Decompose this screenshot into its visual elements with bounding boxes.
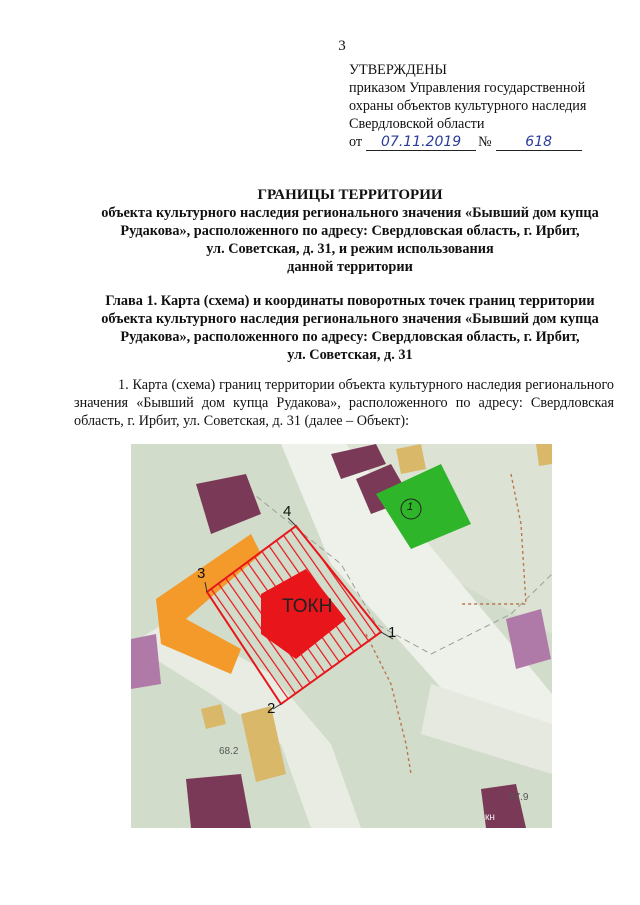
chapter-heading	[60, 292, 640, 364]
number-label: №	[478, 134, 492, 150]
kn-label: кн	[485, 812, 495, 823]
object-label: ТОКН	[282, 596, 333, 617]
elevation-label-2: 67.9	[509, 792, 529, 803]
elevation-label-1: 68.2	[219, 746, 239, 757]
chapter-line-4: ул. Советская, д. 31	[287, 347, 413, 363]
paragraph-1	[74, 376, 614, 430]
approval-line-3: Свердловской области	[349, 116, 485, 132]
approval-line-2: охраны объектов культурного наследия	[349, 98, 587, 114]
purple-building-2	[131, 634, 161, 689]
point-label-1: 1	[388, 624, 397, 641]
approval-date: 07.11.2019	[366, 134, 476, 151]
title-line-3: ул. Советская, д. 31, и режим использования	[206, 241, 494, 257]
map-drawing	[131, 444, 552, 828]
approval-signature-row	[349, 133, 629, 151]
from-label: от	[349, 134, 363, 150]
page-number: 3	[338, 38, 346, 54]
chapter-line-1: Глава 1. Карта (схема) и координаты поворотных точек границ территории	[105, 293, 595, 309]
point-label-3: 3	[197, 565, 206, 582]
circle-label: 1	[407, 501, 414, 513]
document-title	[60, 186, 640, 276]
chapter-line-2: объекта культурного наследия регионального значения «Бывший дом купца	[101, 311, 599, 327]
tan-building-1	[396, 444, 426, 474]
dark-building-4	[186, 774, 251, 828]
approval-number: 618	[496, 134, 582, 151]
approval-block	[349, 61, 629, 151]
title-line-4: данной территории	[287, 259, 413, 275]
title-main: ГРАНИЦЫ ТЕРРИТОРИИ	[257, 187, 443, 203]
chapter-line-3: Рудакова», расположенного по адресу: Свердловская область, г. Ирбит,	[120, 329, 580, 345]
paragraph-text: Карта (схема) границ территории объекта культурного наследия регионального значения «Бывший дом купца Рудакова», расположенного по адресу: Свердловская область, г. Ирбит, ул. Советская, д. 31 (далее – Объект):	[74, 377, 614, 429]
approval-title: УТВЕРЖДЕНЫ	[349, 62, 447, 78]
approval-line-1: приказом Управления государственной	[349, 80, 586, 96]
paragraph-number: 1.	[118, 377, 129, 393]
boundary-map	[131, 444, 552, 828]
point-label-2: 2	[267, 700, 276, 717]
point-label-4: 4	[283, 503, 292, 520]
title-line-1: объекта культурного наследия регионального значения «Бывший дом купца	[101, 205, 599, 221]
title-line-2: Рудакова», расположенного по адресу: Свердловская область, г. Ирбит,	[120, 223, 580, 239]
